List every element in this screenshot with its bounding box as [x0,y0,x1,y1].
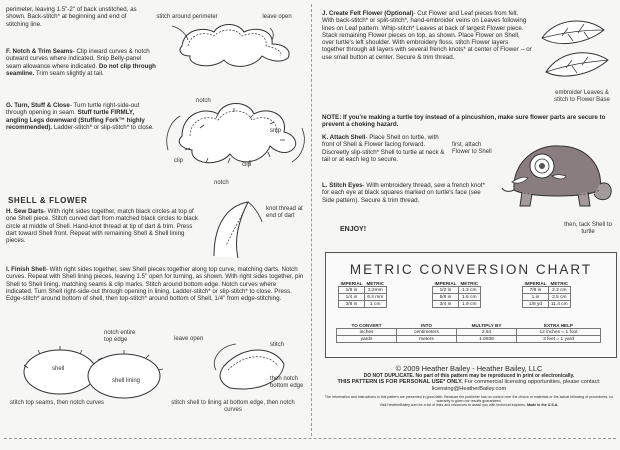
made-in-usa: Made in the U.S.A. [526,403,559,408]
first-attach-label: first, attach Flower to Shell [452,142,492,155]
table-header: INTO [421,323,432,328]
shell-leave-open-label: leave open [174,336,204,342]
table-cell: 1/8 yd [523,301,549,308]
conversion-table-2 [432,281,481,308]
step-f [6,48,158,77]
section-title: SHELL & FLOWER [8,196,88,205]
step-h [6,208,202,244]
step-j [322,10,532,61]
commercial-notice: For commercial licensing opportunities, please contact: licensing@HeatherBailey.com [431,379,601,392]
table-cell: 3.2mm [364,287,386,294]
step-f-title: F. Notch & Trim Seams [6,48,73,55]
notch-top-label: notch entire top edge [104,330,136,343]
table-header: IMPERIAL [340,281,363,286]
step-h-title: H. Sew Darts [6,208,44,215]
personal-use-notice: THIS PATTERN IS FOR PERSONAL USE* ONLY. [337,379,463,386]
clip-label-1: clip [174,158,184,164]
table-cell: 1/8 in [339,287,365,294]
table-cell: 1 cm [364,301,386,308]
copyright-footer [322,365,616,408]
leaf-label: embroider Leaves & stitch to Flower Base [554,90,610,103]
table-cell: 1.9 cm [458,301,480,308]
notch-bottom-label: then notch bottom edge [270,376,304,389]
stitch-around-label: stitch around perimeter [156,14,218,20]
table-cell: 1.0936 [457,336,517,343]
duplicate-notice: DO NOT DUPLICATE. No part of this pattern may be reproduced in print or electronically. [363,373,575,380]
table-cell: meters [397,336,457,343]
step-k-body: - Place Shell on turtle, with front of Shell & Flower facing forward. Discreetly slip-stitch* Shell to turtle at neck & tail or at each leg to secure. [322,134,445,163]
metric-conversion-chart [325,252,617,358]
step-k [322,134,446,163]
step-i [6,266,304,302]
shell-label: shell [52,366,65,372]
table-header: METRIC [366,281,385,286]
table-cell: 7/8 in [523,287,549,294]
step-h-body: - With right sides together, match black circles at top of one Shell piece. Stitch curved dart from matched black circles to black circle at middle of Shell. Hand-knot thread at tip of dart & trim. Press dart toward Shell front. Repeat with remaining Shell & Shell lining pieces. [6,208,198,245]
knot-label: knot thread at end of dart [266,206,303,219]
conversion-table-3 [522,281,571,308]
fine-print-2: Visit HeatherBailey.com for a list of links and resources to assist you with technical inquiries. [379,403,526,408]
shell-lining-label: shell lining [112,378,141,384]
step-f-tail: Trim seam slightly at tail. [35,69,104,77]
fine-print-1: The information and instructions in this pattern are presented in good faith. Because the publisher has no control over the choice of materials or the actual following of procedures, no warranty is given nor results guaranteed. [324,394,614,403]
table-cell: 6.4 mm [364,294,386,301]
stitch-label: stitch [270,342,285,348]
table-cell: 1/2 in [433,287,459,294]
step-g [6,102,156,131]
step-l-body: - With embroidery thread, sew a french knot* for each eye at black squares marked on turtle's face (see Side pattern). Secure & trim thread. [322,182,486,204]
table-cell: 1.6 cm [458,294,480,301]
table-cell: 3/8 in [339,301,365,308]
step-f-warning: Do not clip through seamline. [6,62,156,77]
step-l [322,182,492,204]
table-cell: centimeters [397,329,457,336]
turtle-flower-diagram [492,134,616,224]
dart-diagram [204,196,268,266]
step-j-body: - Cut Flower and Leaf pieces from felt. With back-stitch* or split-stitch*, hand-embroider veins on Leaves following lines on Leaf pattern. Whip-stitch* Leaves at back of largest Flower piece. Stack remaining Flower pieces on top, as shown. Place Flower on Shell, over turtle's left shoulder. With embroidery floss, stitch Flower layers together through all layers with several french knots* at center of Flower -- or use small button at center. Secure & trim thread. [322,10,532,61]
leave-open-label: leave open [262,14,292,20]
table-header: METRIC [550,281,569,286]
conversion-formula-table [336,323,601,343]
caption-right: stitch shell to lining at bottom edge, then notch curves [171,400,295,413]
step-g-tail: Ladder-stitch* or slip-stitch* to close. [53,123,154,131]
table-header: IMPERIAL [524,281,547,286]
table-header: MULTIPLY BY [471,323,502,328]
table-cell: 1 in [523,294,549,301]
table-cell: 3 feet = 1 yard [517,336,601,343]
turtle-stitch-diagram [162,16,312,76]
table-cell: inches [337,329,397,336]
table-cell: 2.2 cm [548,287,570,294]
step-g-title: G. Turn, Stuff & Close [6,102,70,109]
tack-label: then, tack Shell to turtle [564,222,612,235]
intro-text: perimeter, leaving 1.5"-2" of back unstitched, as shown. Back-stitch* at beginning and end of stitching line. [6,6,137,28]
conversion-table-1 [338,281,387,308]
table-cell: 2.5 cm [548,294,570,301]
table-cell: 3/4 in [433,301,459,308]
table-cell: 1.3 cm [458,287,480,294]
snip-label: snip [270,128,282,134]
leaf-diagram [532,8,616,92]
cut-line [4,438,616,439]
table-cell: 1/4 in [339,294,365,301]
table-header: IMPERIAL [434,281,457,286]
table-header: TO CONVERT [351,323,382,328]
table-cell: 12 inches = 1 foot [517,329,601,336]
caption-left: stitch top seams, then notch curves [10,400,105,406]
chart-title: METRIC CONVERSION CHART [349,262,593,277]
table-header: EXTRA HELP [544,323,573,328]
notch-label-2: notch [214,180,229,186]
step-f-body: - Clip inward curves & notch outward curves where indicated. Snip Belly-panel seam allowance where indicated. [6,48,150,70]
table-cell: 2.54 [457,329,517,336]
enjoy-text: ENJOY! [340,226,367,233]
turtle-notch-diagram [160,88,310,188]
step-l-title: L. Stitch Eyes [322,182,363,189]
notch-label-1: notch [196,98,211,104]
step-k-title: K. Attach Shell [322,134,366,141]
table-header: METRIC [460,281,479,286]
table-cell: 11.4 cm [548,301,570,308]
note-text: NOTE: If you're making a turtle toy instead of a pincushion, make sure flower parts are secure to prevent a choking hazard. [322,114,606,129]
step-g-body: - Turn turtle right-side-out through opening in seam. [6,102,140,117]
table-cell: 5/8 in [433,294,459,301]
clip-label-2: clip [242,162,252,168]
note [322,114,614,129]
step-i-body: - With right sides together, sew Shell pieces together along top curve, matching darts. Notch curves. Repeat with Shell lining pieces, leaving 1.5" open for turning, as shown. With right sides together, pin Shell to Shell lining, matching seams & clip marks. Stitch around bottom edge. Notch curves where indicated. Turn Shell right-side-out through opening in lining. Ladder-stitch* or slip-stitch* to close. Press. Edge-stitch* around bottom of shell, then top-stitch* around bottom of Shell, 1/4" from edge-stitching. [6,266,304,303]
table-cell: yards [337,336,397,343]
step-j-title: J. Create Felt Flower (Optional) [322,10,414,17]
copyright-text: © 2009 Heather Bailey - Heather Bailey, LLC [395,364,543,373]
step-g-bold: Stuff turtle FIRMLY, angling Legs downward (Stuffing Fork™ highly recommended). [6,109,145,131]
step-i-title: I. Finish Shell [6,266,46,273]
